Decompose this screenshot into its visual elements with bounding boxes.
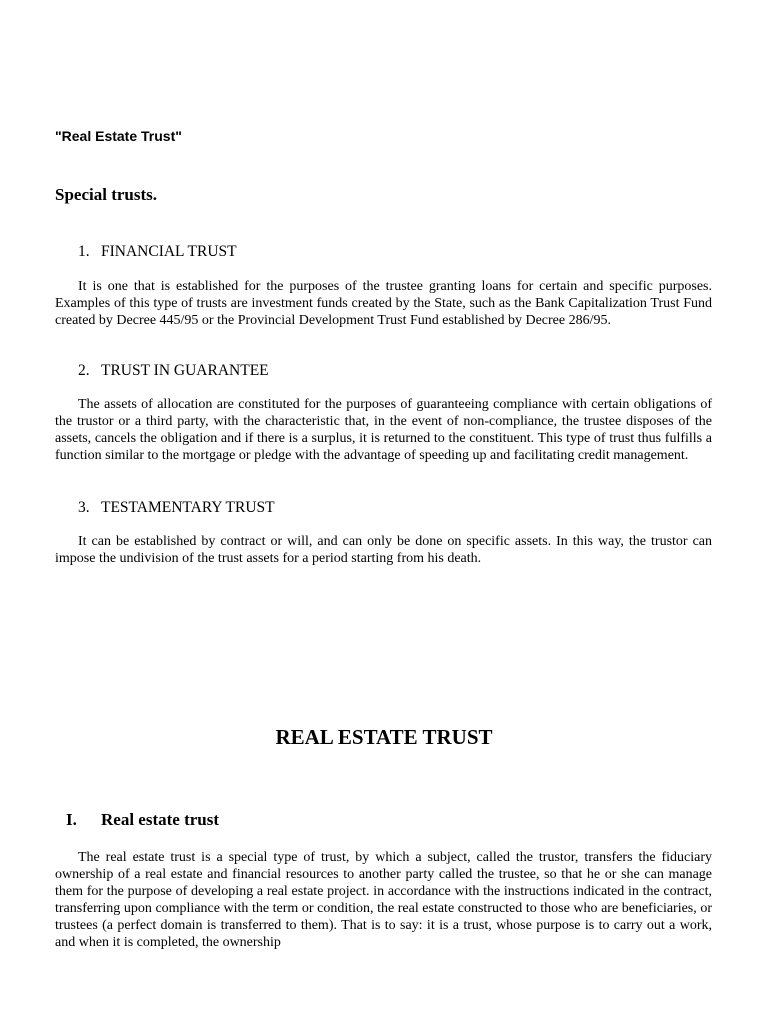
heading-number: 3.: [78, 499, 90, 516]
roman-heading-text: Real estate trust: [101, 810, 220, 829]
paragraph-financial-trust: It is one that is established for the purposes of the trustee granting loans for certain and specific purposes. Examples of this type of trusts are investment funds created by the State, such as the Bank Capitalization Trust Fund created by Decree 445/95 or the Provincial Development Trust Fund established by Decree 286/95.: [55, 279, 712, 328]
heading-number: 1.: [78, 243, 90, 260]
heading-text: TESTAMENTARY TRUST: [101, 499, 275, 516]
paragraph-real-estate-trust: The real estate trust is a special type of trust, by which a subject, called the trustor, transfers the fiduciary ownership of a real estate and financial resources to another party called the trustee, so that he or she can manage them for the purpose of developing a real estate project. in accordance with the instructions indicated in the contract, transferring upon compliance with the term or condition, the real estate constructed to those who are beneficiaries, or trustees (a perfect domain is transferred to them). That is to say: it is a trust, whose purpose is to carry out a work, and when it is completed, the ownership: [55, 850, 712, 950]
heading-text: FINANCIAL TRUST: [101, 243, 237, 260]
heading-text: TRUST IN GUARANTEE: [101, 362, 269, 379]
roman-numeral: I.: [66, 810, 77, 829]
heading-number: 2.: [78, 362, 90, 379]
section-heading: Special trusts.: [55, 185, 157, 204]
document-title: "Real Estate Trust": [55, 128, 182, 144]
paragraph-trust-in-guarantee: The assets of allocation are constituted for the purposes of guaranteeing compliance with certain obligations of the trustor or a third party, with the characteristic that, in the event of non-compliance, the trustee disposes of the assets, cancels the obligation and if there is a surplus, it is returned to the constituent. This type of trust thus fulfills a function similar to the mortgage or pledge with the advantage of speeding up and facilitating credit management.: [55, 397, 712, 463]
paragraph-testamentary-trust: It can be established by contract or will, and can only be done on specific assets. In this way, the trustor can impose the undivision of the trust assets for a period starting from his death.: [55, 534, 712, 566]
main-title: REAL ESTATE TRUST: [275, 725, 493, 749]
